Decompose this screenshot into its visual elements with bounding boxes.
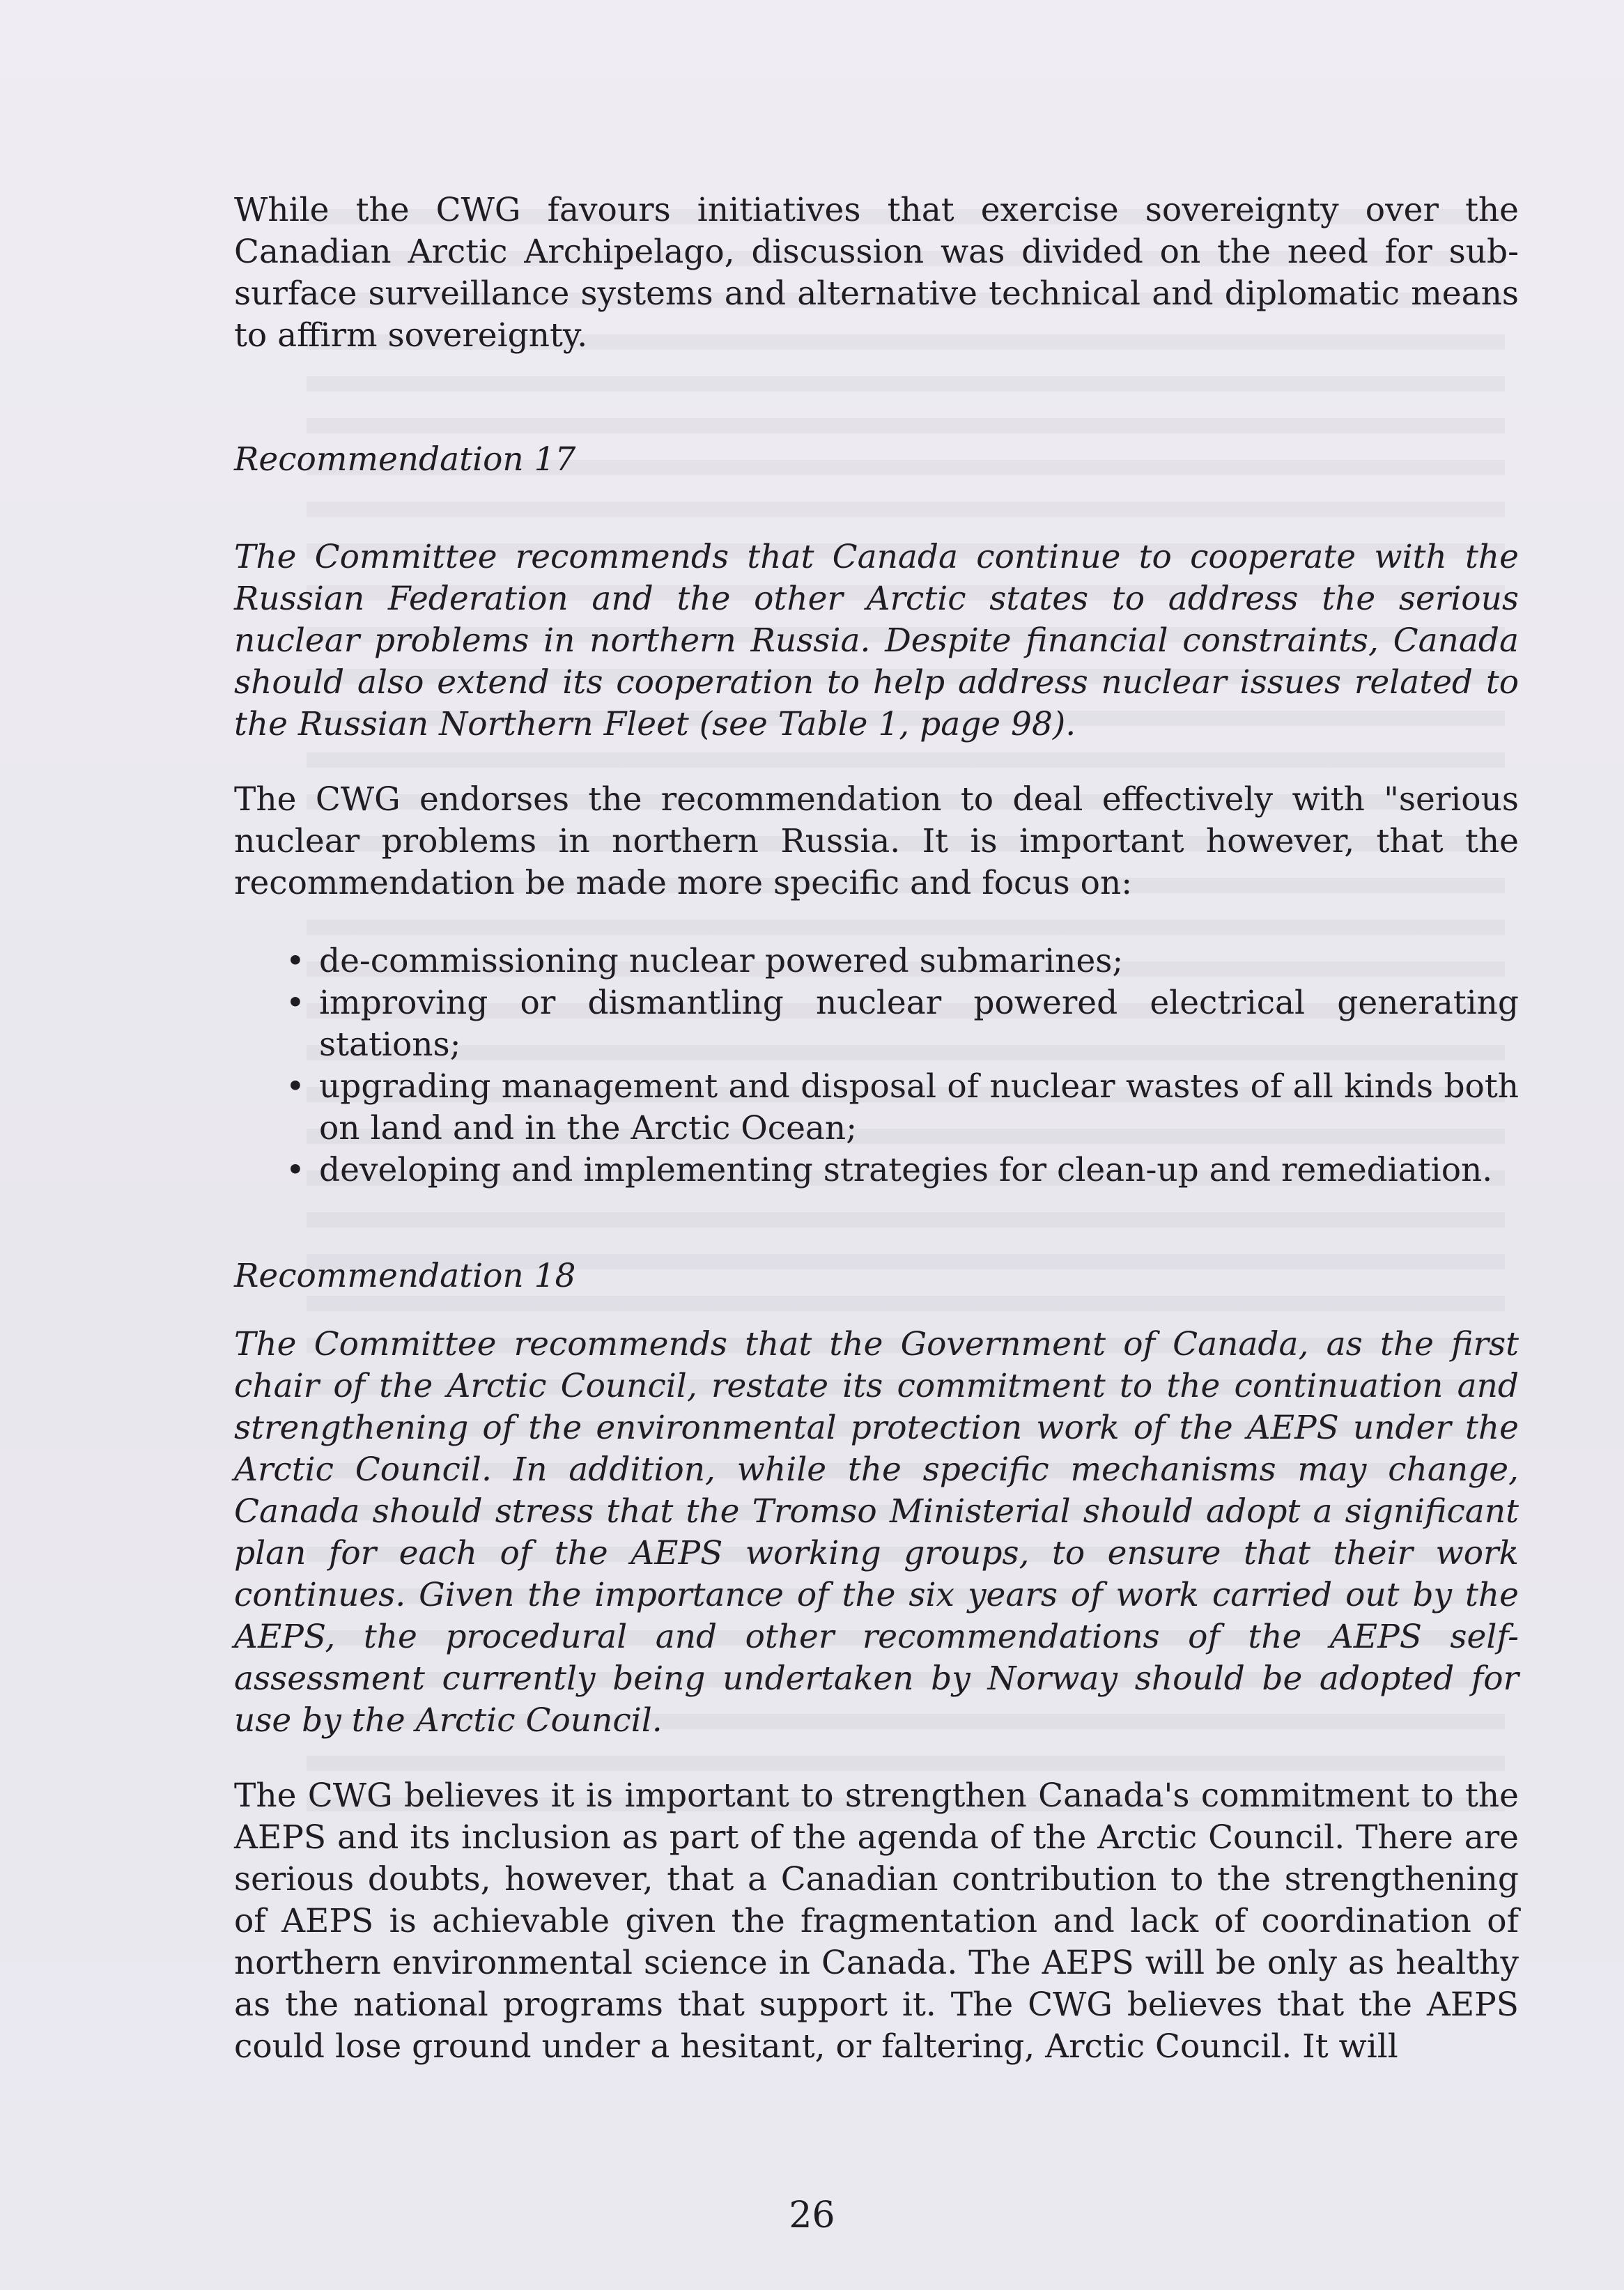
page-number: 26 bbox=[789, 2195, 835, 2236]
recommendation-17-text: The Committee recommends that Canada continue to cooperate with the Russian Federation and the other Arctic states to address the serious nuclear problems in northern Russia. Despite financial constraints, Canada should also extend its cooperation to help address nuclear issues related to the Russian Northern Fleet (see Table 1, page 98). bbox=[234, 538, 1519, 743]
list-item: • developing and implementing strategies for clean-up and remediation. bbox=[234, 1150, 1519, 1191]
recommendation-18-text: The Committee recommends that the Government of Canada, as the first chair of the Arctic Council, restate its commitment to the continuation and strengthening of the environmental protection work of the AEPS under the Arctic Council. In addition, while the specific mechanisms may change, Canada should stress that the Tromso Ministerial should adopt a significant plan for each of the AEPS working groups, to ensure that their work continues. Given the importance of the six years of work carried out by the AEPS, the procedural and other recommendations of the AEPS self-assessment currently being undertaken by Norway should be adopted for use by the Arctic Council. bbox=[234, 1325, 1519, 1740]
paragraph-sovereignty: While the CWG favours initiatives that exercise sovereignty over the Canadian Arctic Archipelago, discussion was divided on the need for sub-surface surveillance systems and alternative technical and diplomatic means to affirm sovereignty. bbox=[234, 191, 1519, 355]
list-item: • upgrading management and disposal of nuclear wastes of all kinds both on land and in the Arctic Ocean; bbox=[286, 1067, 1519, 1147]
cwg-response-18: The CWG believes it is important to strengthen Canada's commitment to the AEPS and its inclusion as part of the agenda of the Arctic Council. There are serious doubts, however, that a Canadian contribution to the strengthening of AEPS is achievable given the fragmentation and lack of coordination of northern environmental science in Canada. The AEPS will be only as healthy as the national programs that support it. The CWG believes that the AEPS could lose ground under a hesitant, or faltering, Arctic Council. It will bbox=[234, 1777, 1519, 2066]
bullet-icon: • bbox=[286, 984, 305, 1022]
bullet-icon: • bbox=[286, 1067, 305, 1106]
recommendation-17-heading: Recommendation 17 bbox=[234, 440, 576, 479]
list-item: • de-commissioning nuclear powered submarines; bbox=[234, 941, 1519, 982]
list-item: • improving or dismantling nuclear powered electrical generating stations; bbox=[286, 984, 1519, 1064]
cwg-response-17: The CWG endorses the recommendation to deal effectively with "serious nuclear problems in northern Russia. It is important however, that the recommendation be made more specific and focus on: bbox=[234, 780, 1519, 902]
recommendation-18-heading: Recommendation 18 bbox=[234, 1257, 576, 1295]
page-body bbox=[234, 183, 1519, 2068]
focus-list bbox=[234, 941, 1519, 1191]
bullet-icon: • bbox=[286, 942, 305, 980]
bullet-icon: • bbox=[286, 1151, 305, 1189]
